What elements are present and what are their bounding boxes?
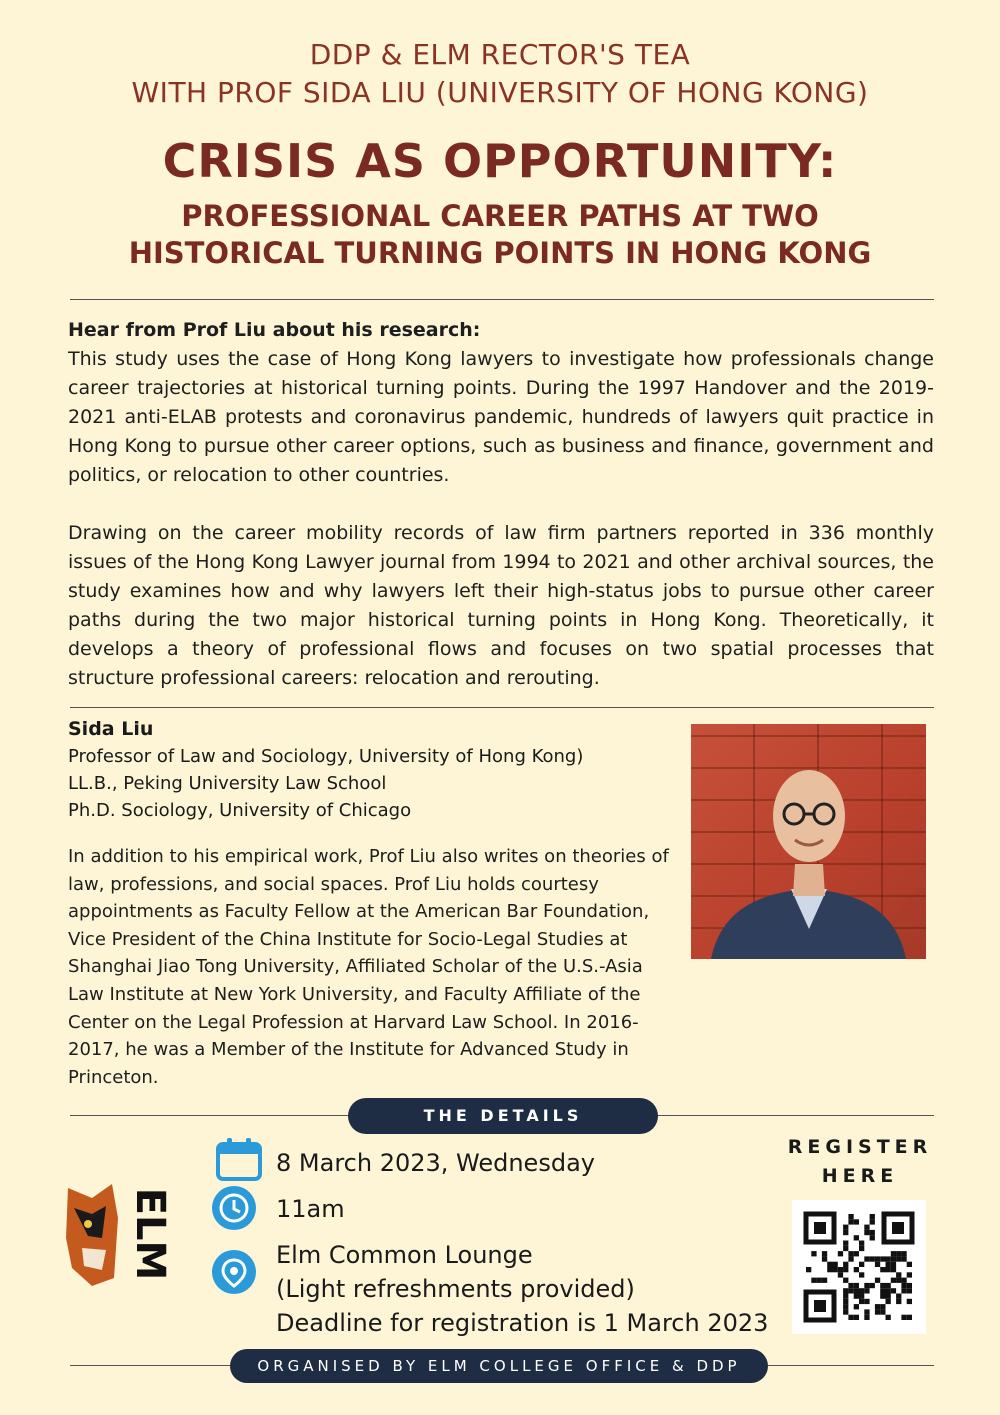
- qr-module: [901, 1283, 906, 1288]
- qr-module: [886, 1299, 891, 1304]
- credential-line: Professor of Law and Sociology, University of Hong Kong): [68, 746, 584, 767]
- research-paragraph-1: This study uses the case of Hong Kong lawyers to investigate how professionals change career trajectories at historical turning points. During the 1997 Handover and the 2019-2021 anti-ELAB protests and coronavirus pandemic, hundreds of lawyers quit practice in Hong Kong to pursue other career options, such as business and finance, government and politics, or relocation to other countries.: [68, 348, 934, 486]
- qr-module: [859, 1272, 864, 1277]
- event-time: 11am: [276, 1195, 345, 1223]
- qr-module: [896, 1299, 901, 1304]
- location-pin-icon: [212, 1250, 256, 1294]
- calendar-icon: [215, 1138, 263, 1182]
- qr-module: [848, 1214, 853, 1219]
- register-line1: REGISTER: [787, 1136, 933, 1158]
- speaker-photo: [691, 724, 926, 959]
- qr-module: [891, 1267, 896, 1272]
- qr-module: [880, 1288, 885, 1293]
- qr-module: [880, 1267, 885, 1272]
- qr-module: [870, 1230, 875, 1235]
- registration-deadline: Deadline for registration is 1 March 2023: [276, 1309, 769, 1337]
- elm-logo: [62, 1178, 174, 1290]
- qr-module: [811, 1251, 816, 1256]
- qr-module: [843, 1267, 848, 1272]
- research-heading: Hear from Prof Liu about his research:: [68, 319, 481, 341]
- clock-icon: [212, 1186, 256, 1230]
- qr-module: [864, 1283, 869, 1288]
- qr-module: [859, 1288, 864, 1293]
- qr-module: [854, 1304, 859, 1309]
- qr-module: [864, 1315, 869, 1320]
- speaker-name: Sida Liu: [68, 718, 154, 740]
- qr-module: [854, 1251, 859, 1256]
- qr-module: [817, 1278, 822, 1283]
- research-paragraph-2: Drawing on the career mobility records of law firm partners reported in 336 monthly issues of the Hong Kong Lawyer journal from 1994 to 2021 and other archival sources, the study examines how and why lawyers left their high-status jobs to pursue other career paths during the two major historical turning points in Hong Kong. Theoretically, it develops a theory of professional flows and focuses on two spatial processes that structure professional careers: relocation and rerouting.: [68, 522, 934, 689]
- qr-module: [870, 1256, 875, 1261]
- qr-module: [854, 1315, 859, 1320]
- qr-module: [864, 1225, 869, 1230]
- qr-module: [822, 1251, 827, 1256]
- qr-module: [891, 1251, 896, 1256]
- qr-module: [859, 1262, 864, 1267]
- qr-module: [870, 1283, 875, 1288]
- qr-module: [822, 1278, 827, 1283]
- speaker-credentials: [68, 716, 583, 824]
- qr-module: [864, 1230, 869, 1235]
- qr-module: [907, 1262, 912, 1267]
- qr-module: [901, 1251, 906, 1256]
- qr-module: [833, 1262, 838, 1267]
- qr-module: [848, 1251, 853, 1256]
- qr-module: [870, 1214, 875, 1219]
- qr-module: [827, 1267, 832, 1272]
- qr-module: [870, 1235, 875, 1240]
- qr-module: [848, 1283, 853, 1288]
- qr-module: [896, 1294, 901, 1299]
- qr-module: [838, 1251, 843, 1256]
- speaker-portrait: [691, 724, 926, 959]
- qr-module: [859, 1294, 864, 1299]
- qr-module: [880, 1294, 885, 1299]
- qr-module: [859, 1246, 864, 1251]
- qr-module: [854, 1294, 859, 1299]
- qr-module: [843, 1309, 848, 1314]
- qr-module: [901, 1315, 906, 1320]
- qr-module: [891, 1262, 896, 1267]
- qr-module: [901, 1278, 906, 1283]
- qr-module: [907, 1283, 912, 1288]
- qr-module: [854, 1235, 859, 1240]
- qr-module: [886, 1283, 891, 1288]
- qr-module: [843, 1241, 848, 1246]
- divider: [70, 707, 934, 708]
- qr-module: [891, 1288, 896, 1293]
- qr-module: [843, 1304, 848, 1309]
- qr-module: [859, 1241, 864, 1246]
- qr-module: [848, 1315, 853, 1320]
- qr-module: [901, 1256, 906, 1261]
- qr-module: [896, 1251, 901, 1256]
- talk-title: CRISIS AS OPPORTUNITY:: [162, 134, 838, 188]
- qr-module: [843, 1262, 848, 1267]
- speaker-bio: In addition to his empirical work, Prof Liu also writes on theories of law, professions, and social spaces. Prof Liu holds courtesy appointments as Faculty Fellow at the American Bar Foundation, Vice President of the China Institute for Socio-Legal Studies at Shanghai Jiao Tong University, Affiliated Scholar of the U.S.-Asia Law Institute at New York University, and Faculty Affiliate of the Center on the Legal Profession at Harvard Law School. In 2016-2017, he was a Member of the Institute for Advanced Study in Princeton.: [68, 846, 669, 1088]
- qr-module: [886, 1294, 891, 1299]
- qr-module: [859, 1299, 864, 1304]
- qr-module: [875, 1256, 880, 1261]
- qr-module: [875, 1304, 880, 1309]
- talk-subtitle-line1: PROFESSIONAL CAREER PATHS AT TWO: [181, 199, 819, 233]
- qr-module: [806, 1267, 811, 1272]
- qr-module: [886, 1262, 891, 1267]
- qr-module: [843, 1230, 848, 1235]
- qr-module: [854, 1267, 859, 1272]
- event-note: (Light refreshments provided): [276, 1275, 635, 1303]
- event-venue: Elm Common Lounge: [276, 1241, 533, 1269]
- qr-module: [870, 1219, 875, 1224]
- qr-module: [864, 1256, 869, 1261]
- qr-module: [896, 1256, 901, 1261]
- qr-module: [864, 1299, 869, 1304]
- qr-module: [907, 1299, 912, 1304]
- qr-module: [843, 1246, 848, 1251]
- qr-module: [880, 1304, 885, 1309]
- event-speaker-line: WITH PROF SIDA LIU (UNIVERSITY OF HONG KONG): [131, 76, 869, 109]
- qr-module: [886, 1256, 891, 1261]
- register-qr-code[interactable]: [792, 1200, 926, 1334]
- qr-module: [811, 1278, 816, 1283]
- qr-module: [880, 1256, 885, 1261]
- qr-module: [875, 1278, 880, 1283]
- qr-module: [891, 1256, 896, 1261]
- qr-module: [864, 1309, 869, 1314]
- qr-module: [886, 1288, 891, 1293]
- qr-module: [907, 1288, 912, 1293]
- qr-module: [843, 1299, 848, 1304]
- qr-module: [886, 1315, 891, 1320]
- event-series-title: DDP & ELM RECTOR'S TEA: [309, 38, 691, 71]
- event-venue-block: [276, 1238, 768, 1340]
- qr-module: [843, 1288, 848, 1293]
- research-section: [68, 316, 934, 693]
- qr-module: [896, 1272, 901, 1277]
- divider: [70, 299, 934, 300]
- logo-text: ELM: [127, 1187, 173, 1281]
- qr-module: [843, 1294, 848, 1299]
- qr-module: [833, 1267, 838, 1272]
- qr-module: [854, 1283, 859, 1288]
- qr-module: [854, 1219, 859, 1224]
- qr-module: [896, 1278, 901, 1283]
- organiser-footer: ORGANISED BY ELM COLLEGE OFFICE & DDP: [230, 1349, 768, 1383]
- qr-module: [901, 1288, 906, 1293]
- credential-line: Ph.D. Sociology, University of Chicago: [68, 800, 412, 821]
- qr-module: [822, 1256, 827, 1261]
- qr-module: [848, 1256, 853, 1261]
- qr-module: [864, 1288, 869, 1293]
- qr-module: [838, 1272, 843, 1277]
- credential-line: LL.B., Peking University Law School: [68, 773, 387, 794]
- qr-module: [843, 1278, 848, 1283]
- talk-subtitle-line2: HISTORICAL TURNING POINTS IN HONG KONG: [128, 236, 872, 270]
- register-heading: [780, 1133, 940, 1191]
- qr-module: [880, 1283, 885, 1288]
- event-date: 8 March 2023, Wednesday: [276, 1149, 595, 1177]
- qr-module: [875, 1309, 880, 1314]
- qr-module: [854, 1288, 859, 1293]
- qr-module: [875, 1262, 880, 1267]
- qr-module: [848, 1288, 853, 1293]
- qr-module: [886, 1267, 891, 1272]
- qr-module: [907, 1315, 912, 1320]
- qr-module: [891, 1278, 896, 1283]
- qr-module: [880, 1309, 885, 1314]
- qr-module: [827, 1262, 832, 1267]
- qr-module: [838, 1267, 843, 1272]
- qr-module: [848, 1219, 853, 1224]
- qr-module: [843, 1225, 848, 1230]
- qr-module: [907, 1272, 912, 1277]
- details-label: THE DETAILS: [348, 1098, 658, 1134]
- register-line2: HERE: [821, 1165, 899, 1187]
